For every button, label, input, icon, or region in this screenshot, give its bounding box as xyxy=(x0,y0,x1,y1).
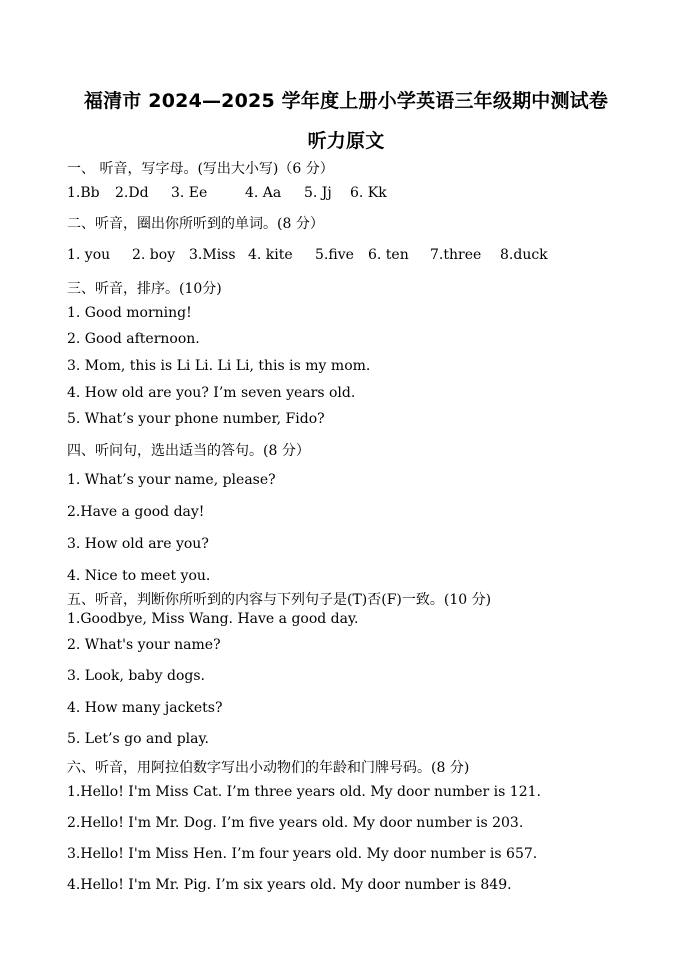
list-item: 2. Good afternoon. xyxy=(67,331,200,347)
document-subtitle: 听力原文 xyxy=(307,130,385,152)
list-item: 1.Bb xyxy=(67,185,100,201)
section-3-heading: 三、听音，排序。(10分) xyxy=(67,281,222,297)
list-item: 3. Ee xyxy=(171,185,208,201)
list-item: 4. How old are you? I’m seven years old. xyxy=(67,385,356,401)
list-item: 3.Hello! I'm Miss Hen. I’m four years old. My door number is 657. xyxy=(67,846,538,862)
list-item: 4. How many jackets? xyxy=(67,700,223,716)
list-item: 2. boy xyxy=(132,247,176,263)
list-item: 6. ten xyxy=(368,247,409,263)
list-item: 2.Dd xyxy=(115,185,149,201)
list-item: 1. What’s your name, please? xyxy=(67,472,276,488)
section-5-heading: 五、听音，判断你所听到的内容与下列句子是(T)否(F)一致。(10 分) xyxy=(67,592,492,608)
list-item: 2.Hello! I'm Mr. Dog. I’m five years old. My door number is 203. xyxy=(67,815,524,831)
list-item: 3. Mom, this is Li Li. Li Li, this is my mom. xyxy=(67,358,371,374)
list-item: 5.five xyxy=(315,247,354,263)
list-item: 1.Hello! I'm Miss Cat. I’m three years old. My door number is 121. xyxy=(67,784,541,800)
list-item: 2. What's your name? xyxy=(67,637,221,653)
list-item: 2.Have a good day! xyxy=(67,504,205,520)
list-item: 5. Jj xyxy=(304,185,332,201)
list-item: 3.Miss xyxy=(189,247,236,263)
section-4-heading: 四、听问句，选出适当的答句。(8 分） xyxy=(67,443,310,459)
list-item: 1.Goodbye, Miss Wang. Have a good day. xyxy=(67,611,359,627)
section-1-heading: 一、 听音，写字母。(写出大小写)（6 分） xyxy=(67,161,334,177)
list-item: 7.three xyxy=(430,247,482,263)
list-item: 3. Look, baby dogs. xyxy=(67,668,205,684)
list-item: 4. kite xyxy=(248,247,293,263)
list-item: 4. Aa xyxy=(245,185,282,201)
list-item: 4.Hello! I'm Mr. Pig. I’m six years old. My door number is 849. xyxy=(67,877,512,893)
list-item: 4. Nice to meet you. xyxy=(67,568,211,584)
list-item: 5. Let’s go and play. xyxy=(67,731,210,747)
list-item: 1. you xyxy=(67,247,111,263)
list-item: 5. What’s your phone number, Fido? xyxy=(67,411,325,427)
section-2-heading: 二、听音，圈出你所听到的单词。(8 分） xyxy=(67,216,324,232)
list-item: 6. Kk xyxy=(350,185,387,201)
list-item: 8.duck xyxy=(500,247,548,263)
list-item: 3. How old are you? xyxy=(67,536,209,552)
document-title: 福清市 2024—2025 学年度上册小学英语三年级期中测试卷 xyxy=(83,90,609,112)
section-6-heading: 六、听音，用阿拉伯数字写出小动物们的年龄和门牌号码。(8 分) xyxy=(67,760,470,776)
list-item: 1. Good morning! xyxy=(67,305,192,321)
